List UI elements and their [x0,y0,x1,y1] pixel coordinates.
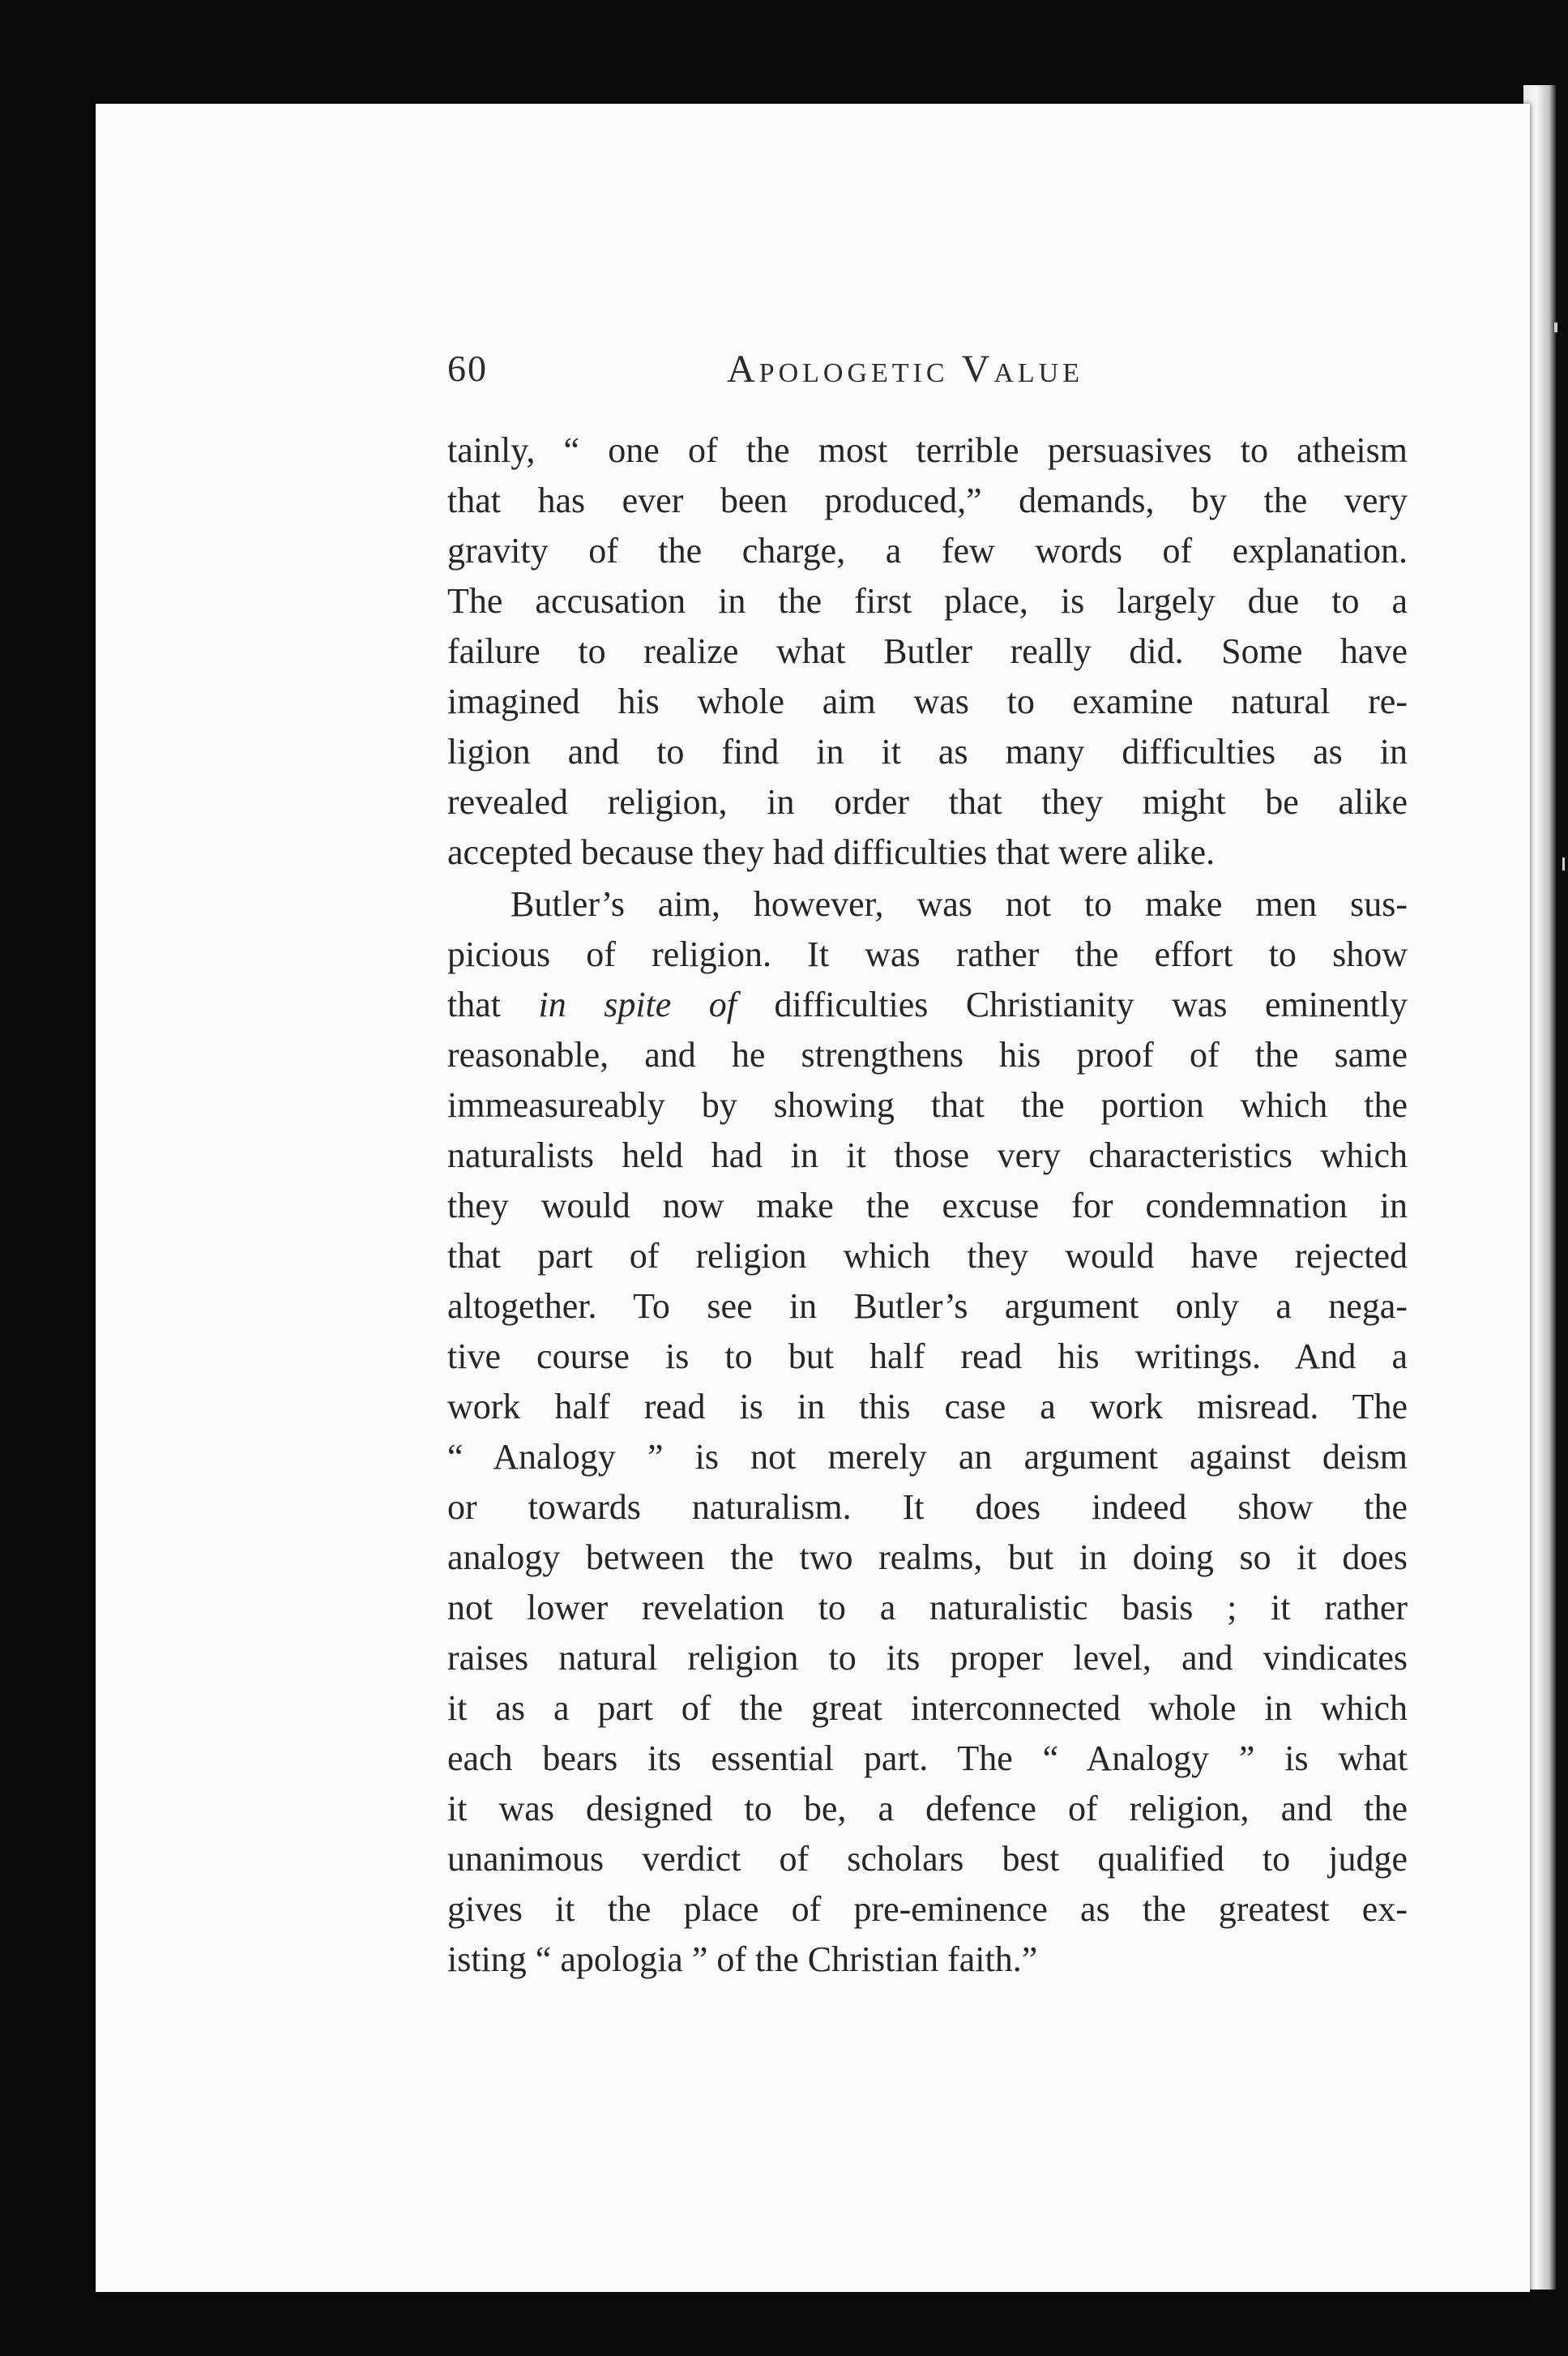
text-line: gives it the place of pre-eminence as the greatest ex- [447,1889,1408,1929]
text-line: unanimous verdict of scholars best qualified to judge [447,1839,1408,1879]
text-line: “ Analogy ” is not merely an argument against deism [447,1437,1408,1477]
scan-speck [1562,857,1565,870]
running-title: Apologetic Value [727,348,1083,391]
text-line: each bears its essential part. The “ Analogy ” is what [447,1738,1408,1778]
text-segment: that [447,985,539,1024]
text-line: it as a part of the great interconnected whole in which [447,1688,1408,1728]
text-line: not lower revelation to a naturalistic basis ; it rather [447,1588,1408,1627]
text-line: analogy between the two realms, but in doing so it does [447,1537,1408,1577]
text-line: they would now make the excuse for condemnation in [447,1186,1408,1225]
text-line: failure to realize what Butler really did. Some have [447,631,1408,671]
page-number: 60 [447,348,488,389]
page-header [447,347,1420,404]
text-line: work half read is in this case a work misread. The [447,1387,1408,1426]
text-line: reasonable, and he strengthens his proof of the same [447,1035,1408,1075]
paragraph-1 [447,425,1408,878]
text-line: it was designed to be, a defence of religion, and the [447,1789,1408,1828]
text-line: isting “ apologia ” of the Christian faith.” [447,1939,1038,1979]
text-line: gravity of the charge, a few words of explanation. [447,531,1408,571]
text-line: ligion and to find in it as many difficulties as in [447,732,1408,772]
text-line: Butler’s aim, however, was not to make men sus- [511,884,1408,924]
text-line: accepted because they had difficulties that were alike. [447,832,1216,872]
text-line: picious of religion. It was rather the effort to show [447,934,1408,974]
body-text [447,425,1408,1985]
text-line: tainly, “ one of the most terrible persuasives to atheism [447,430,1408,470]
text-line-with-italic [447,980,1408,1030]
text-line: revealed religion, in order that they might be alike [447,782,1408,822]
text-line: raises natural religion to its proper level, and vindicates [447,1638,1408,1678]
text-line: that part of religion which they would have rejected [447,1236,1408,1276]
scan-speck [1554,323,1557,332]
text-segment: difficulties Christianity was eminently [737,985,1408,1024]
text-line: or towards naturalism. It does indeed show the [447,1487,1408,1527]
paragraph-2 [447,879,1408,1985]
text-line: altogether. To see in Butler’s argument only a nega- [447,1286,1408,1326]
text-line: imagined his whole aim was to examine natural re- [447,682,1408,721]
italic-phrase: in spite of [538,985,737,1024]
text-line: tive course is to but half read his writings. And a [447,1336,1408,1376]
text-line: immeasureably by showing that the portion which the [447,1085,1408,1125]
text-line: The accusation in the first place, is largely due to a [447,581,1408,621]
text-line: naturalists held had in it those very characteristics which [447,1135,1408,1175]
text-line: that has ever been produced,” demands, by the very [447,481,1408,520]
